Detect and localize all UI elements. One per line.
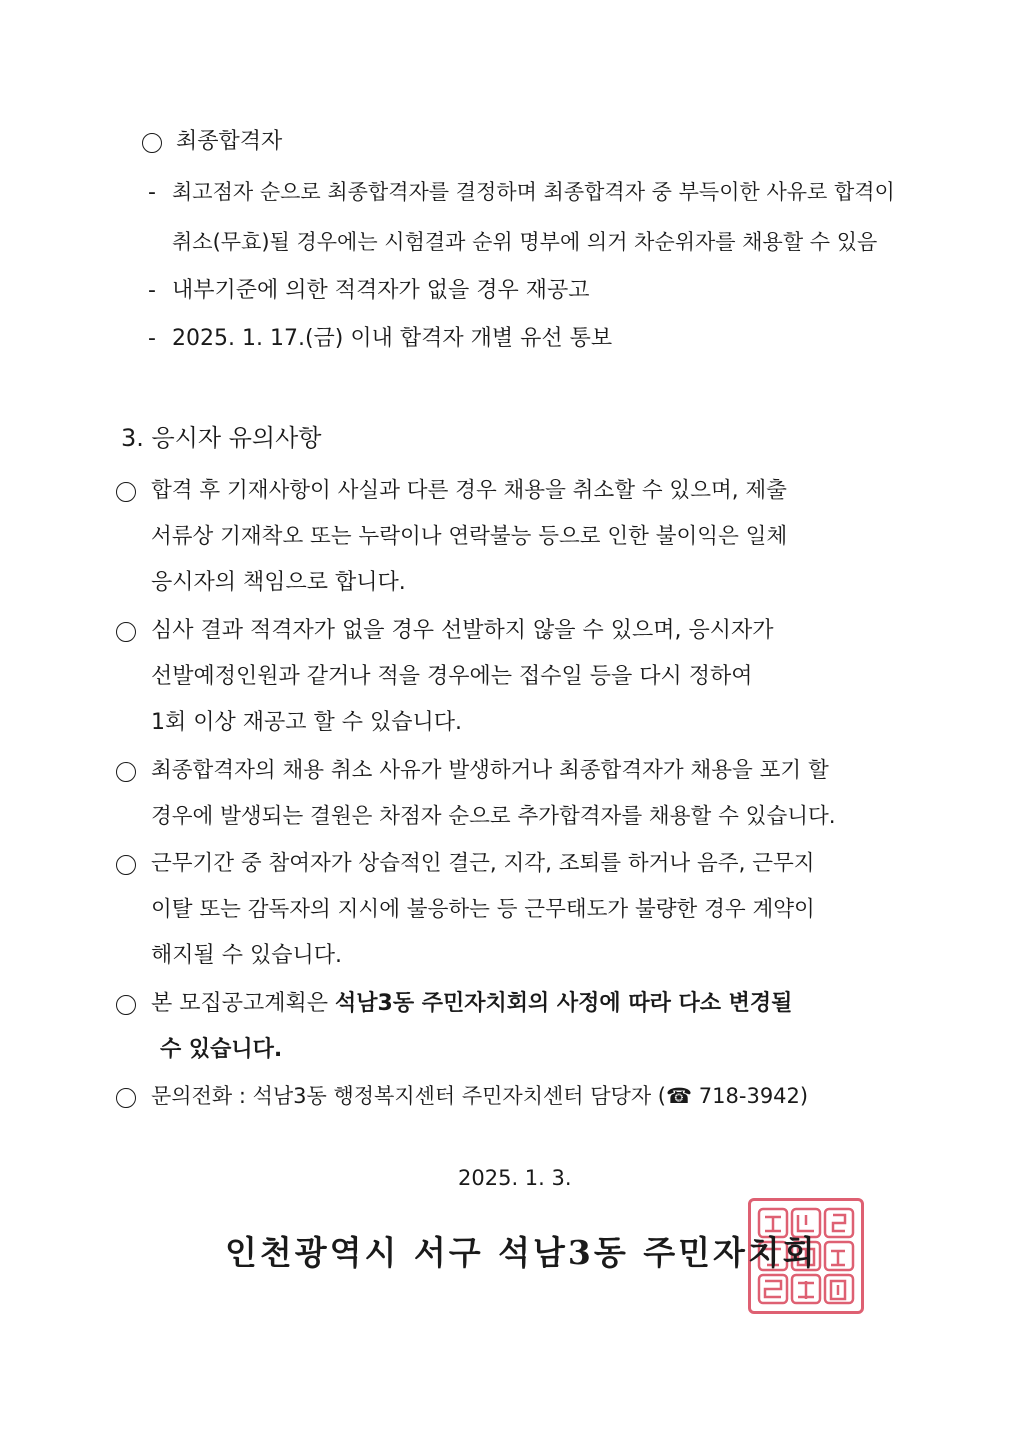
bullet-circle-icon bbox=[116, 855, 136, 875]
bullet-circle-icon bbox=[142, 133, 162, 153]
notice-3-line-1: 최종합격자의 채용 취소 사유가 발생하거나 최종합격자가 채용을 포기 할 bbox=[151, 758, 829, 783]
notice-1-line-2: 서류상 기재착오 또는 누락이나 연락불능 등으로 인한 불이익은 일체 bbox=[151, 524, 788, 549]
bullet-circle-icon bbox=[116, 1088, 136, 1108]
organization-name: 인천광역시 서구 석남3동 주민자치회 bbox=[225, 1233, 818, 1272]
dash-marker: - bbox=[148, 278, 156, 303]
notice-2-line-2: 선발예정인원과 같거나 적을 경우에는 접수일 등을 다시 정하여 bbox=[151, 664, 753, 689]
contact-phone: 문의전화 : 석남3동 행정복지센터 주민자치센터 담당자 (☎ 718-3942) bbox=[151, 1084, 809, 1108]
notice-1-line-3: 응시자의 책임으로 합니다. bbox=[151, 570, 406, 595]
notice-4-line-3: 해지될 수 있습니다. bbox=[151, 943, 342, 968]
dash-marker: - bbox=[148, 180, 156, 205]
final-pass-title: 최종합격자 bbox=[176, 129, 283, 154]
bullet-circle-icon bbox=[116, 482, 136, 502]
section-heading: 3. 응시자 유의사항 bbox=[121, 424, 322, 452]
notice-4-line-2: 이탈 또는 감독자의 지시에 불응하는 등 근무태도가 불량한 경우 계약이 bbox=[151, 897, 815, 922]
dash-marker: - bbox=[148, 326, 156, 351]
notice-4-line-1: 근무기간 중 참여자가 상습적인 결근, 지각, 조퇴를 하거나 음주, 근무지 bbox=[151, 851, 815, 876]
notice-5-line-1 bbox=[151, 993, 792, 1015]
notice-3-line-2: 경우에 발생되는 결원은 차점자 순으로 추가합격자를 채용할 수 있습니다. bbox=[151, 804, 836, 829]
final-pass-item-2: 내부기준에 의한 적격자가 없을 경우 재공고 bbox=[172, 278, 590, 303]
notice-5-prefix: 본 모집공고계획은 bbox=[151, 991, 336, 1016]
notice-2-line-3: 1회 이상 재공고 할 수 있습니다. bbox=[151, 710, 462, 735]
final-pass-item-1-cont: 취소(무효)될 경우에는 시험결과 순위 명부에 의거 차순위자를 채용할 수 있음 bbox=[172, 230, 878, 254]
bullet-circle-icon bbox=[116, 622, 136, 642]
document-date: 2025. 1. 3. bbox=[458, 1166, 572, 1190]
bullet-circle-icon bbox=[116, 762, 136, 782]
notice-5-line-2: 수 있습니다. bbox=[160, 1037, 283, 1062]
bullet-circle-icon bbox=[116, 995, 136, 1015]
notice-5-bold-text: 석남3동 주민자치회의 사정에 따라 다소 변경될 bbox=[335, 991, 793, 1016]
notice-2-line-1: 심사 결과 적격자가 없을 경우 선발하지 않을 수 있으며, 응시자가 bbox=[151, 618, 774, 643]
final-pass-item-3: 2025. 1. 17.(금) 이내 합격자 개별 유선 통보 bbox=[172, 326, 613, 351]
notice-1-line-1: 합격 후 기재사항이 사실과 다른 경우 채용을 취소할 수 있으며, 제출 bbox=[151, 478, 787, 503]
final-pass-item-1: 최고점자 순으로 최종합격자를 결정하며 최종합격자 중 부득이한 사유로 합격이 bbox=[172, 180, 895, 204]
